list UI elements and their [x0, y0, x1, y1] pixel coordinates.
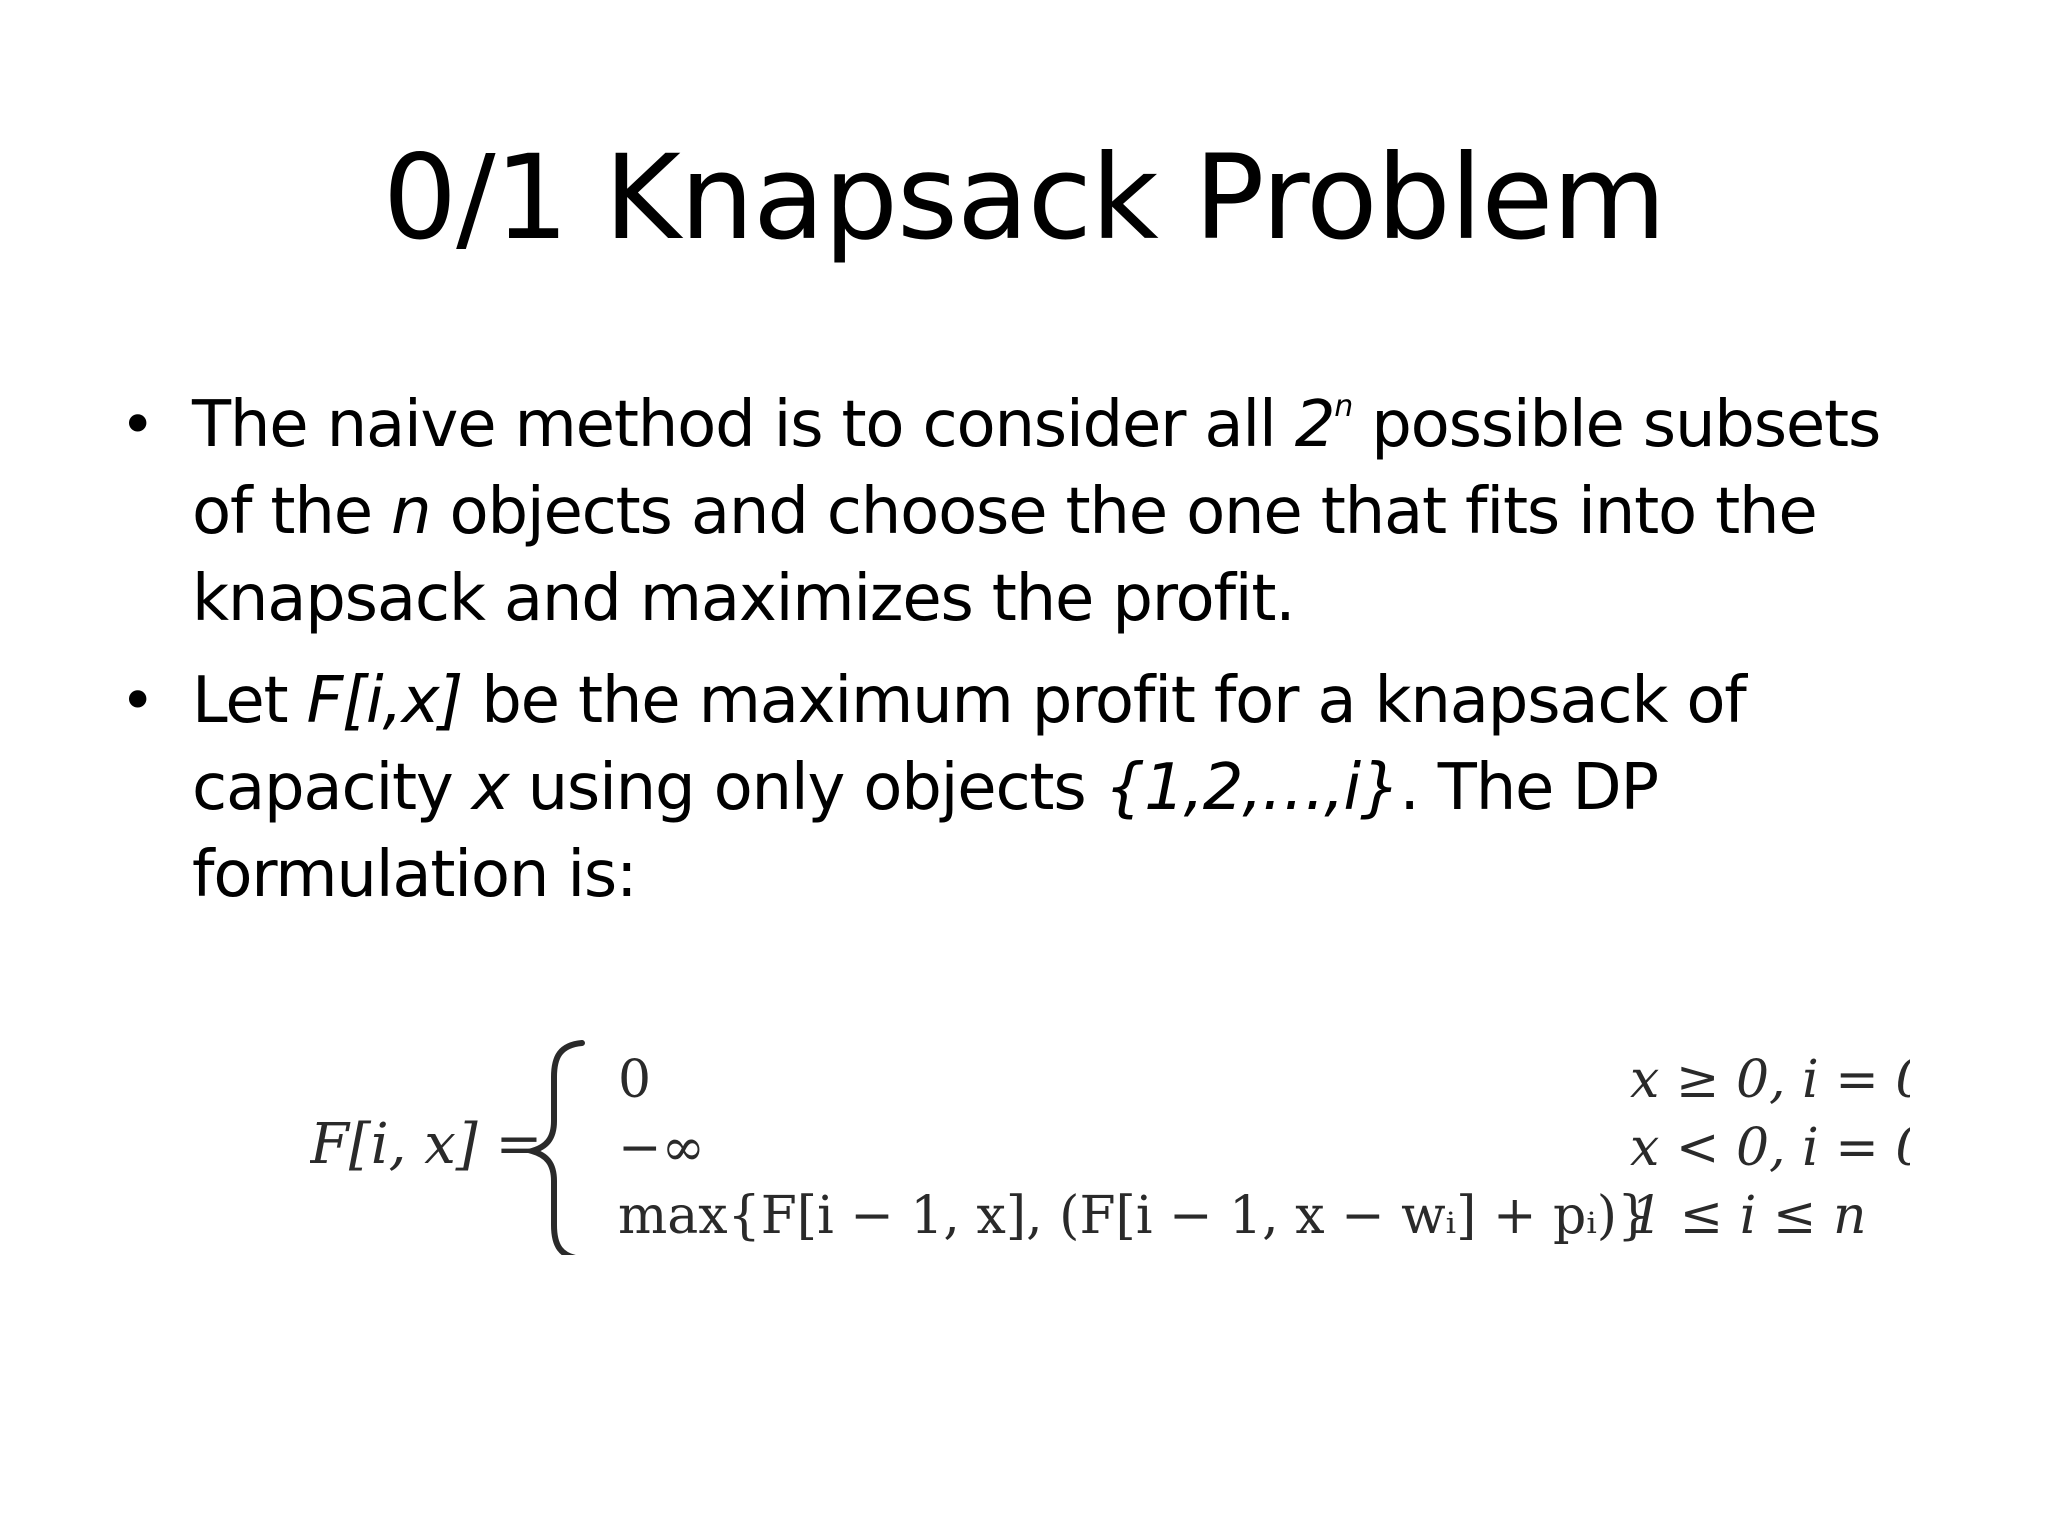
- case-0-expr: 0: [618, 1050, 652, 1110]
- math-x: x: [471, 751, 509, 825]
- bullet-text: using only objects: [508, 751, 1105, 825]
- bullet-marker: •: [120, 666, 155, 736]
- bullet-text: . The DP formulation is:: [192, 751, 1658, 912]
- math-two: 2: [1294, 388, 1335, 462]
- left-brace-icon: [532, 1043, 582, 1255]
- math-exponent-n: n: [1334, 389, 1353, 424]
- math-object-set: {1,2,…,i}: [1104, 751, 1400, 825]
- case-2-expr: max{F[i − 1, x], (F[i − 1, x − wᵢ] + pᵢ)}: [618, 1186, 1651, 1246]
- bullet-text: The naive method is to consider all: [192, 388, 1295, 462]
- case-2-condition: 1 ≤ i ≤ n: [1630, 1186, 1867, 1246]
- bullet-text: Let: [192, 664, 307, 738]
- bullet-text: objects and choose the one that fits into the knapsack and maximizes the profit.: [192, 475, 1817, 636]
- bullet-item-dp-definition: [120, 658, 1950, 919]
- bullet-text: be the maximum profit for a knapsack of capacity: [192, 664, 1746, 825]
- slide-title: 0/1 Knapsack Problem: [382, 129, 1666, 266]
- formula-svg: [310, 1035, 1910, 1255]
- case-1-condition: x < 0, i = 0: [1630, 1118, 1910, 1178]
- math-f-i-x: F[i,x]: [306, 664, 463, 738]
- math-n: n: [391, 475, 431, 549]
- formula-lhs: F[i, x] =: [310, 1112, 543, 1177]
- bullet-item-naive-method: [120, 382, 1950, 643]
- bullet-text: possible subsets of the: [192, 388, 1881, 549]
- bullet-list: [120, 382, 1950, 919]
- case-0-condition: x ≥ 0, i = 0: [1630, 1050, 1910, 1110]
- case-1-expr: −∞: [618, 1118, 705, 1178]
- bullet-marker: •: [120, 390, 155, 460]
- dp-recurrence-formula: [310, 1035, 1910, 1255]
